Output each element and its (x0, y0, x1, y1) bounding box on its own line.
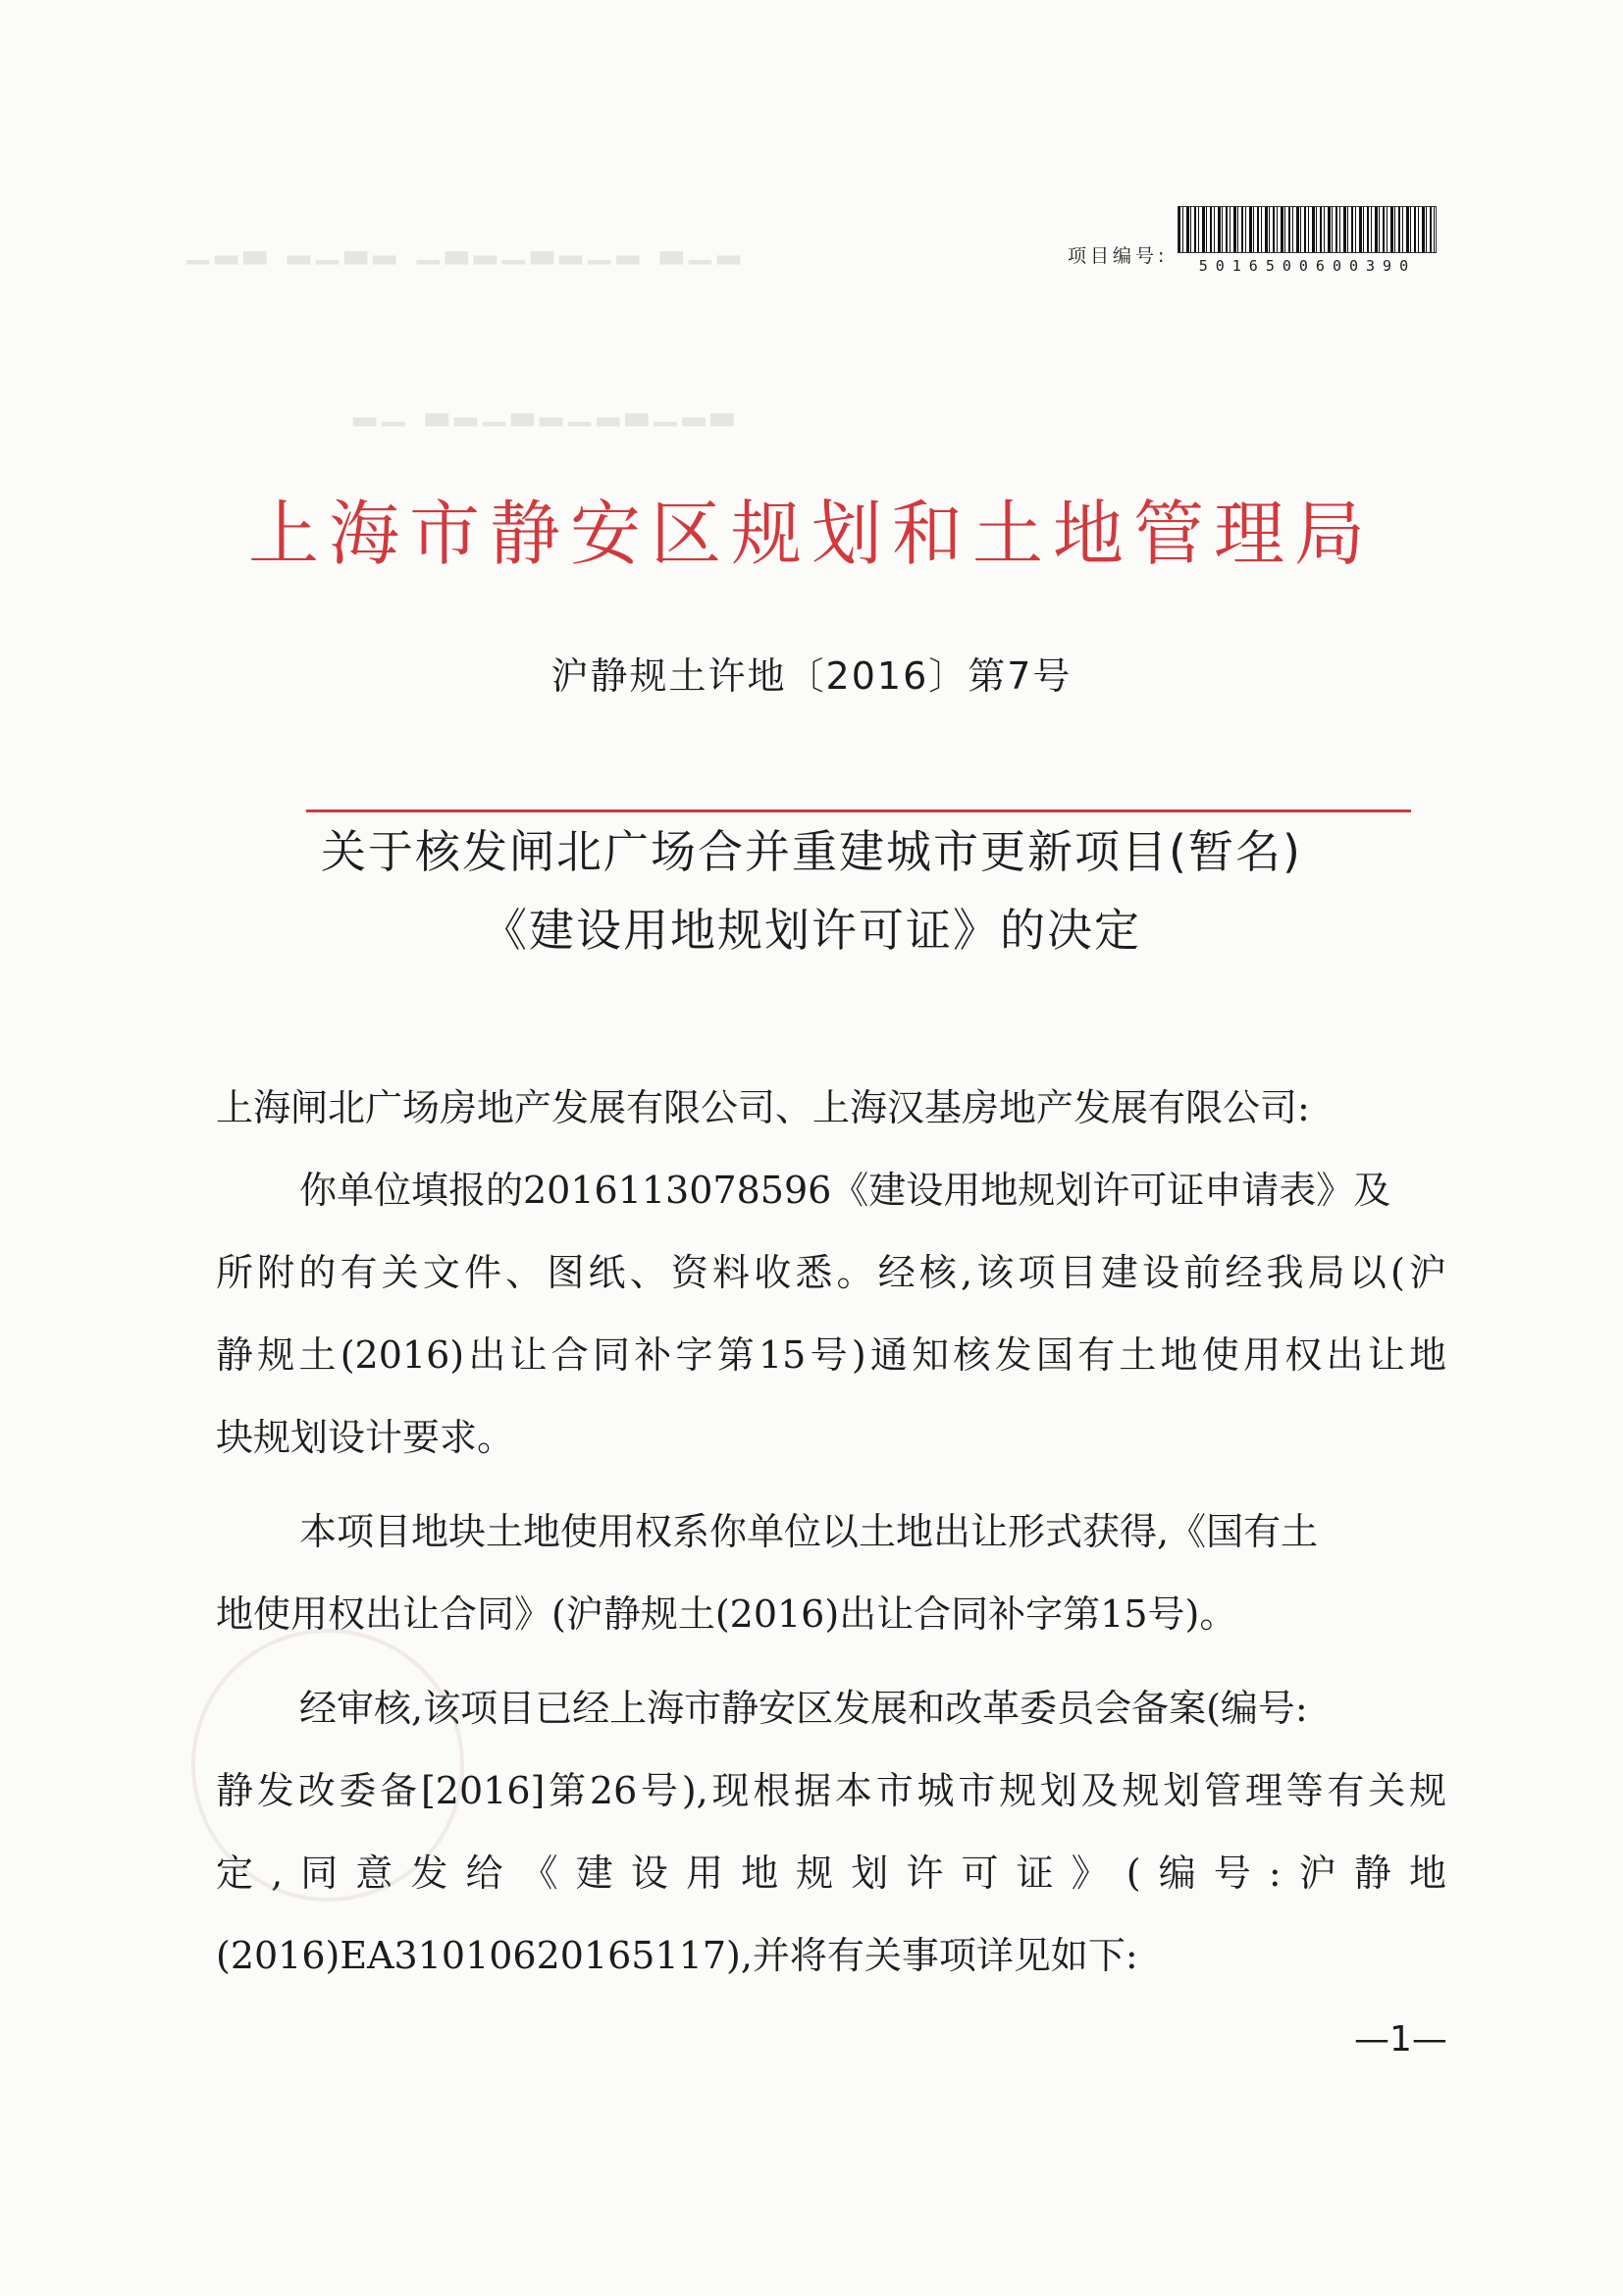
page-number: —1— (1354, 2019, 1447, 2060)
addressee: 上海闸北广场房地产发展有限公司、上海汉基房地产发展有限公司: (216, 1086, 1310, 1129)
issuer-title: 上海市静安区规划和土地管理局 (247, 493, 1375, 575)
paragraph-line: 经审核,该项目已经上海市静安区发展和改革委员会备案(编号: (299, 1687, 1308, 1730)
bleed-through-text: ▁▂▃ ▂▁▃▂ ▁▃▂▁▃▂▁▂ ▃▁▂ (186, 231, 746, 265)
paragraph-line: 所附的有关文件、图纸、资料收悉。经核,该项目建设前经我局以(沪 (216, 1251, 1446, 1294)
paragraph-line: 你单位填报的2016113078596《建设用地规划许可证申请表》及 (299, 1169, 1391, 1212)
paragraph-line: 本项目地块土地使用权系你单位以土地出让形式获得,《国有土 (299, 1510, 1319, 1553)
paragraph-line: 地使用权出让合同》(沪静规土(2016)出让合同补字第15号)。 (216, 1592, 1237, 1636)
document-number: 沪静规土许地〔2016〕第7号 (550, 654, 1073, 698)
red-divider (306, 809, 1411, 812)
project-code (1068, 206, 1437, 275)
project-code-label: 项目编号: (1068, 245, 1169, 267)
document-title-line-1: 关于核发闸北广场合并重建城市更新项目(暂名) (321, 825, 1302, 878)
paragraph-line: 静发改委备[2016]第26号),现根据本市城市规划及规划管理等有关规 (216, 1769, 1446, 1812)
barcode (1178, 206, 1437, 275)
faint-seal-stamp (191, 1629, 464, 1902)
paragraph-line: 静规土(2016)出让合同补字第15号)通知核发国有土地使用权出让地 (216, 1333, 1446, 1377)
barcode-bars (1178, 206, 1437, 253)
document-title-line-2: 《建设用地规划许可证》的决定 (482, 904, 1141, 957)
bleed-through-text: ▂▁ ▃▂▁▃▂▁▂▃▁▂▃ (353, 392, 740, 427)
barcode-number: 5016500600390 (1198, 257, 1417, 275)
paragraph-line: 定,同意发给《建设用地规划许可证》(编号:沪静地 (216, 1852, 1446, 1895)
paragraph-line: (2016)EA31010620165117),并将有关事项详见如下: (216, 1934, 1138, 1977)
paragraph-line: 块规划设计要求。 (216, 1416, 515, 1459)
